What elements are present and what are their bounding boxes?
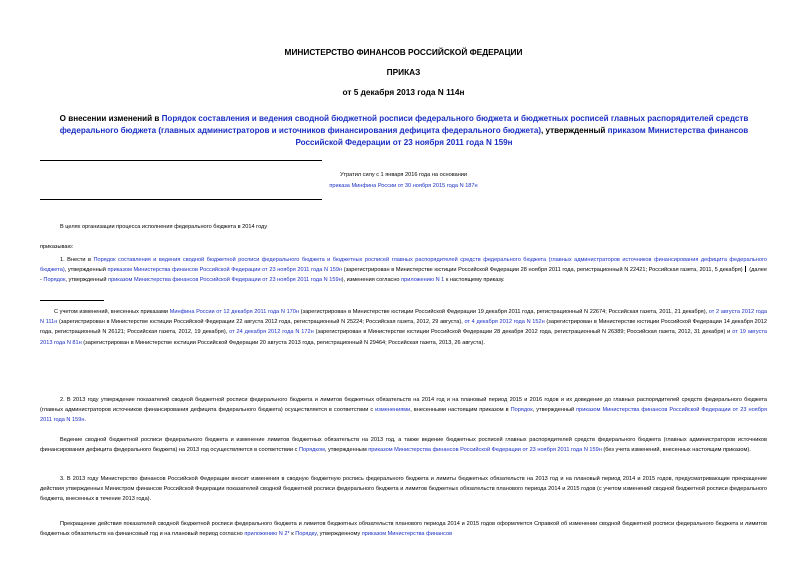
paragraph-5: [40, 519, 767, 539]
p2-text-3: , утвержденный: [532, 407, 577, 414]
footnote-text-6: (зарегистрирован в Министерстве юстиции Российской Федерации 20 августа 2013 года, регистрационный N 29464; Российская газета, 2013, 26 августа).: [81, 339, 485, 346]
p3-link-poryadok[interactable]: Порядком: [298, 447, 325, 454]
paragraph-3: [40, 435, 767, 455]
footnote: [40, 307, 767, 348]
footnote-marker: [745, 266, 746, 272]
p1-text-1: 1. Внести в: [60, 257, 94, 263]
p2-link-order-159n[interactable]: приказом Министерства финансов Российской Федерации от 23 ноября 2011 года N 159н: [40, 407, 767, 424]
date-number-heading: от 5 декабря 2013 года N 114н: [342, 87, 465, 97]
doc-type-heading: ПРИКАЗ: [386, 67, 421, 77]
title-text-1: О внесении изменений в: [59, 114, 162, 123]
p2-text-1: 2. В 2013 году утверждение показателей сводной бюджетной росписи федерального бюджета и лимитов бюджетных обязательств на 2014 год и на плановый период 2015 и 2016 годов и их доведение до главных распорядителей средств федерального бюджета (главных администраторов источников финансирования дефицита федерального бюджета) осуществляется в соответствии с: [40, 397, 767, 414]
p1-text-4: (далее -: [40, 267, 768, 284]
ministry-heading: МИНИСТЕРСТВО ФИНАНСОВ РОССИЙСКОЙ ФЕДЕРАЦИИ: [284, 47, 523, 57]
title-text-2: , утвержденный: [541, 126, 608, 136]
p5-link-appendix-2[interactable]: приложению N 2*: [244, 531, 290, 538]
p5-link-poryadok[interactable]: Порядку: [295, 531, 317, 538]
preamble: В целях организации процесса исполнения федерального бюджета в 2014 году: [60, 224, 268, 230]
document-title: [40, 113, 768, 150]
p1-link-order-159n-2[interactable]: приказом Министерства финансов Российской Федерации от 23 ноября 2011 года N 159н: [108, 277, 342, 284]
footnote-link-170n[interactable]: Минфина России от 12 декабря 2011 года N 170н: [169, 309, 299, 315]
p3-text-2: , утвержденным: [324, 447, 369, 454]
paragraph-2: [40, 395, 767, 426]
divider-bottom: [40, 199, 322, 200]
p2-link-poryadok[interactable]: Порядок: [510, 407, 533, 414]
footnote-link-152n[interactable]: от 4 декабря 2012 года N 152н: [464, 319, 545, 326]
footnote-text-4: (зарегистрирован в Министерстве юстиции Российской Федерации 14 декабря 2012 года, регистрационный N 26121; Российская газета, 2012, 19 декабря),: [40, 319, 767, 336]
p3-text-1: Ведение сводной бюджетной росписи федерального бюджета и изменение лимитов бюджетных обязательств на 2013 год, а также ведение бюджетных росписей главных распорядителей средств федерального бюджета (главных администраторов источников финансирования дефицита федерального бюджета) на 2013 год осуществляется в соответствии с: [40, 437, 767, 454]
lost-force-link[interactable]: приказа Минфина России от 30 ноября 2015 года N 187н: [329, 182, 478, 189]
footnote-link-172n[interactable]: от 24 декабря 2012 года N 172н: [229, 329, 314, 336]
p1-link-appendix-1[interactable]: приложению N 1: [401, 277, 445, 284]
p5-text-1: Прекращение действия показателей сводной бюджетной росписи федерального бюджета и лимитов бюджетных обязательств планового периода 2014 и 2015 годов оформляется Справкой об изменении сводной бюджетной росписи федерального бюджета и лимитов бюджетных обязательств на финансовый год и на плановый период согласно: [40, 521, 767, 538]
p5-link-order[interactable]: приказом Министерства финансов: [361, 531, 453, 538]
p4-text-1: 3. В 2013 году Министерство финансов Российской Федерации вносит изменения в сводную бюджетную роспись федерального бюджета и лимиты бюджетных обязательств на 2013 год и на плановый период 2014 и 2015 годов, предусматривающие прекращение действия утвержденных Министром финансов Российской Федерации показателей сводной бюджетной росписи федерального бюджета и лимитов бюджетных обязательств планового периода 2014 и 2015 годов (с учетом изменений сводной бюджетной росписи федерального бюджета, внесенных в течение 2013 года).: [40, 476, 767, 503]
order-word: приказываю:: [40, 244, 74, 250]
divider-top: [40, 160, 322, 161]
footnote-link-111n[interactable]: от 2 августа 2012 года N 111н: [40, 309, 767, 326]
paragraph-4: [40, 474, 767, 505]
footnote-text-1: С учетом изменений, внесенных приказами: [54, 309, 170, 315]
p2-text-2: , внесенными настоящим приказом в: [410, 407, 511, 414]
title-link-order-159n[interactable]: приказом Министерства финансов Российской Федерации от 23 ноября 2011 года N 159н: [295, 126, 749, 148]
p2-link-changes[interactable]: изменениями: [375, 407, 411, 414]
p1-link-procedure[interactable]: Порядок составления и ведения сводной бюджетной росписи федерального бюджета и бюджетных росписей главных распорядителей средств федерального бюджета (главных администраторов источников финансирования дефицита федерального бюджета): [40, 257, 767, 274]
p1-text-5: , утвержденный: [65, 277, 109, 284]
title-link-procedure[interactable]: Порядок составления и ведения сводной бюджетной росписи федерального бюджета и бюджетных росписей главных распорядителей средств федерального бюджета (главных администраторов и источников финансирования дефицита федерального бюджета): [59, 114, 749, 136]
footnote-text-3: (зарегистрирован в Министерстве юстиции Российской Федерации 22 августа 2012 года, регистрационный N 25224; Российская газета, 2012, 29 августа),: [57, 319, 465, 326]
lost-force-notice: [0, 170, 807, 191]
p1-text-7: к настоящему приказу.: [444, 277, 505, 284]
p3-text-3: (без учета изменений, внесенных настоящим приказом).: [601, 447, 751, 454]
p1-text-2: , утвержденный: [64, 267, 108, 274]
p1-text-6: ), изменения согласно: [341, 277, 402, 284]
p1-link-order-159n[interactable]: приказом Министерства финансов Российской Федерации от 23 ноября 2011 года N 159н: [107, 267, 343, 274]
lost-force-text: Утратил силу с 1 января 2016 года на основании: [339, 172, 468, 178]
p1-link-poryadok[interactable]: Порядок: [43, 277, 66, 284]
p5-text-3: , утвержденному: [316, 531, 362, 538]
p2-text-4: .: [84, 417, 86, 424]
p5-text-2: к: [289, 531, 296, 538]
footnote-link-81n[interactable]: от 19 августа 2013 года N 81н: [40, 329, 767, 346]
footnote-separator: [40, 300, 104, 301]
p3-link-order-159n[interactable]: приказом Министерства финансов Российской Федерации от 23 ноября 2011 года N 159н: [368, 447, 602, 454]
footnote-text-2: (зарегистрирован в Министерстве юстиции Российской Федерации 19 декабря 2011 года, регистрационный N 22674; Российская газета, 2011, 21 декабря),: [299, 309, 709, 315]
p1-text-3: (зарегистрирован в Министерстве юстиции Российской Федерации 28 ноября 2011 года, регистрационный N 22421; Российская газета, 2011, 5 декабря): [342, 267, 743, 274]
paragraph-1: [40, 255, 767, 286]
footnote-text-5: (зарегистрирован в Министерстве юстиции Российской Федерации 28 декабря 2012 года, регистрационный N 26389; Российская газета, 2012, 31 декабря) и: [313, 329, 733, 336]
